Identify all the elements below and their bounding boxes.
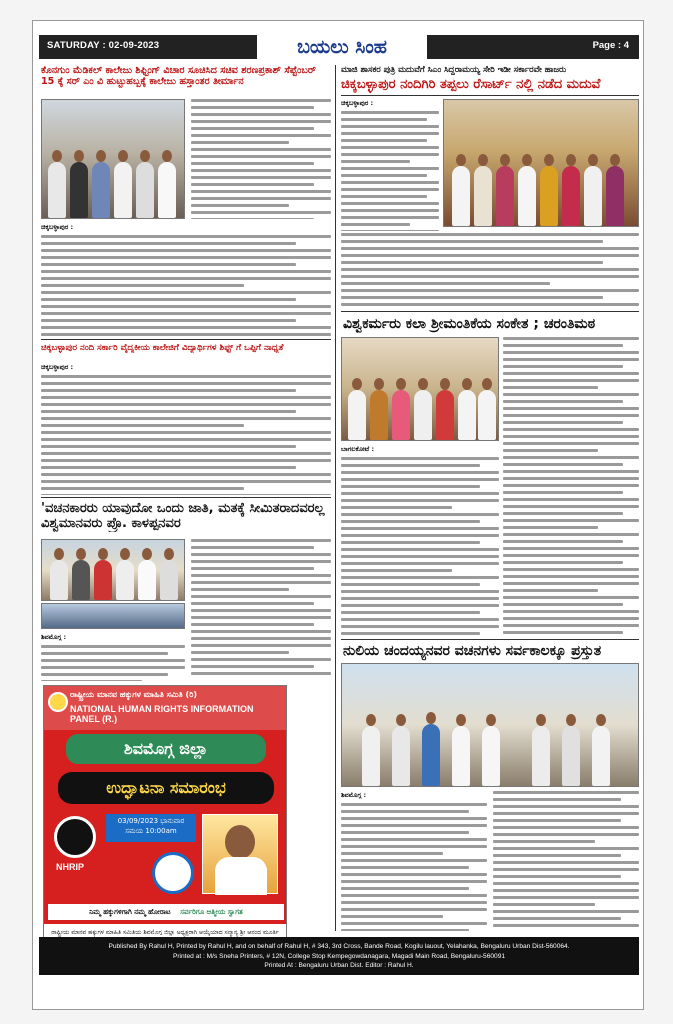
article-photo bbox=[443, 99, 639, 227]
section-divider bbox=[41, 339, 331, 340]
page-number: Page : 4 bbox=[592, 40, 629, 51]
dateline: ಶಿವಮೊಗ್ಗ : bbox=[341, 791, 367, 799]
organization-logo bbox=[48, 692, 68, 712]
ad-nhrip-label: NHRIP bbox=[56, 862, 85, 872]
article-headline: ನುಲಿಯ ಚಂದಯ್ಯನವರ ವಚನಗಳು ಸರ್ವಕಾಲಕ್ಕೂ ಪ್ರಸ್ತುತ bbox=[343, 643, 602, 659]
article-body bbox=[191, 539, 331, 679]
imprint-printer: Printed at : M/s Sneha Printers, # 12N, College Stop Kempegowdanagara, Magadi Main Road, Bengaluru-560091 bbox=[172, 952, 506, 960]
article-photo bbox=[41, 603, 185, 629]
ad-time: ಸಮಯ 10:00am bbox=[125, 826, 177, 835]
article-photo bbox=[341, 337, 499, 441]
article-kicker: ಮಾಜಿ ಶಾಸಕರ ಪುತ್ರಿ ಮದುವೆಗೆ ಸಿಎಂ ಸಿದ್ದರಾಮಯ್ಯ ಸೇರಿ ಇಡೀ ಸರ್ಕಾರವೇ ಹಾಜರು bbox=[341, 65, 567, 74]
ad-slogan: ನಿಮ್ಮ ಹಕ್ಕುಗಳಿಗಾಗಿ ನಮ್ಮ ಹೋರಾಟ bbox=[89, 908, 171, 916]
article-headline: ಚಿಕ್ಕಬಳ್ಳಾಪುರ ನಂದಿ ಸರ್ಕಾರಿ ವೈದ್ಯಕೀಯ ಕಾಲೇಜಿಗೆ ವಿದ್ಯಾರ್ಥಿಗಳ ಶಿಫ್ಟ್ ಗೆ ಒಪ್ಪಿಗೆ ನಾಧ್ಯತೆ bbox=[41, 343, 284, 353]
section-divider bbox=[41, 497, 331, 498]
article-body bbox=[341, 791, 487, 931]
column-divider bbox=[335, 65, 336, 931]
article-body bbox=[41, 223, 331, 337]
newspaper-title: ಬಯಲು ಸಿಂಹ bbox=[257, 32, 427, 62]
article-body bbox=[341, 99, 439, 231]
ad-date: 03/09/2023 ಭಾನುವಾರ bbox=[117, 817, 185, 825]
article-body bbox=[341, 445, 499, 637]
article-body bbox=[341, 233, 639, 309]
nhrip-emblem-icon bbox=[152, 852, 194, 894]
ad-portrait bbox=[202, 814, 278, 894]
issue-date: SATURDAY : 02-09-2023 bbox=[47, 40, 160, 51]
article-headline: ವಿಶ್ವಕರ್ಮರು ಕಲಾ ಶ್ರೀಮಂತಿಕೆಯ ಸಂಕೇತ ; ಚರಂತಿಮಠ bbox=[343, 316, 596, 332]
advertisement bbox=[43, 685, 287, 961]
article-headline: 'ವಚನಕಾರರು ಯಾವುದೋ ಒಂದು ಜಾತಿ, ಮತಕ್ಕೆ ಸೀಮಿತರಾದವರಲ್ಲ ವಿಶ್ವಮಾನವರು ಪ್ರೊ. ಕಾಳಪ್ಪನವರ bbox=[41, 501, 325, 532]
ad-event-title: ಉದ್ಘಾಟನಾ ಸಮಾರಂಭ bbox=[58, 772, 274, 804]
ad-org-name-english: NATIONAL HUMAN RIGHTS INFORMATION PANEL (R.) bbox=[70, 704, 254, 724]
section-divider bbox=[341, 311, 639, 312]
dateline: ಶಿವಮೊಗ್ಗ : bbox=[41, 633, 67, 641]
article-body bbox=[493, 791, 639, 931]
article-headline: ಕೊನಗುಂ ಮೆಡಿಕಲ್ ಕಾಲೇಜು ಶಿಫ್ಟಿಂಗ್ ವಿಚಾರ ಸೂಚಿಸಿದ ಸಚಿವ ಶರಣಪ್ರಕಾಶ್ ಸೆಪ್ಟೆಂಬರ್ 15 ಕ್ಕೆ ಸರ್ ಎಂ ವಿ ಹುಟ್ಟುಹಬ್ಬಕ್ಕೆ ಕಾಲೇಜು ಹಸ್ತಾಂತರ ತೀರ್ಮಾನ bbox=[41, 65, 317, 88]
article-photo bbox=[341, 663, 639, 787]
ad-date-box bbox=[106, 814, 196, 842]
masthead bbox=[39, 35, 639, 59]
ad-welcome: ಸರ್ವರಿಗೂ ಆತ್ಮೀಯ ಸ್ವಾಗತ bbox=[180, 908, 243, 916]
emblem-icon bbox=[54, 816, 96, 858]
ad-footer-text: ರಾಷ್ಟ್ರೀಯ ಮಾನವ ಹಕ್ಕುಗಳ ಮಾಹಿತಿ ಸಮಿತಿಯ ಶಿವಮೊಗ್ಗ ಜಿಲ್ಲಾ ಅಧ್ಯಕ್ಷರಾಗಿ ಆಯ್ಕೆಯಾದ ಸನ್ಮಾನ್ಯ ಶ್ರೀ ಆನಂದ ಮೂರ್ತಿ bbox=[44, 924, 286, 961]
article-body bbox=[503, 337, 639, 637]
ad-district: ಶಿವಮೊಗ್ಗ ಜಿಲ್ಲಾ bbox=[66, 734, 266, 764]
article-body bbox=[41, 363, 331, 495]
ad-org-name: ರಾಷ್ಟ್ರೀಯ ಮಾನವ ಹಕ್ಕುಗಳ ಮಾಹಿತಿ ಸಮಿತಿ (ರಿ) bbox=[70, 690, 198, 699]
imprint-publisher: Published By Rahul H, Printed by Rahul H, and on behalf of Rahul H, # 343, 3rd Cross, Bande Road, Kogilu lauout, Yelahanka, Bengaluru Urban Dist-560064. bbox=[108, 943, 570, 950]
article-photo bbox=[41, 99, 185, 219]
dateline: ಚಿಕ್ಕಬಳ್ಳಾಪುರ : bbox=[41, 223, 74, 231]
newspaper-page bbox=[32, 20, 644, 1010]
article-photo bbox=[41, 539, 185, 601]
article-body bbox=[191, 99, 331, 219]
imprint-footer bbox=[39, 937, 639, 975]
article-headline: ಚಿಕ್ಕಬಳ್ಳಾಪುರ ನಂದಿಗಿರಿ ತಪ್ಪಲು ರೆಸಾರ್ಟ್ ನಲ್ಲಿ ನಡೆದ ಮದುವೆ bbox=[341, 77, 639, 96]
section-divider bbox=[341, 639, 639, 640]
ad-welcome-strip bbox=[48, 904, 284, 920]
dateline: ಚಿಕ್ಕಬಳ್ಳಾಪುರ : bbox=[41, 363, 74, 371]
article-body bbox=[41, 633, 185, 681]
dateline: ಬಾಗಲಕೋಟೆ : bbox=[341, 445, 375, 453]
imprint-editor: Printed At : Bengaluru Urban Dist. Editor : Rahul H. bbox=[264, 962, 414, 970]
dateline: ಚಿಕ್ಕಬಳ್ಳಾಪುರ : bbox=[341, 99, 374, 107]
